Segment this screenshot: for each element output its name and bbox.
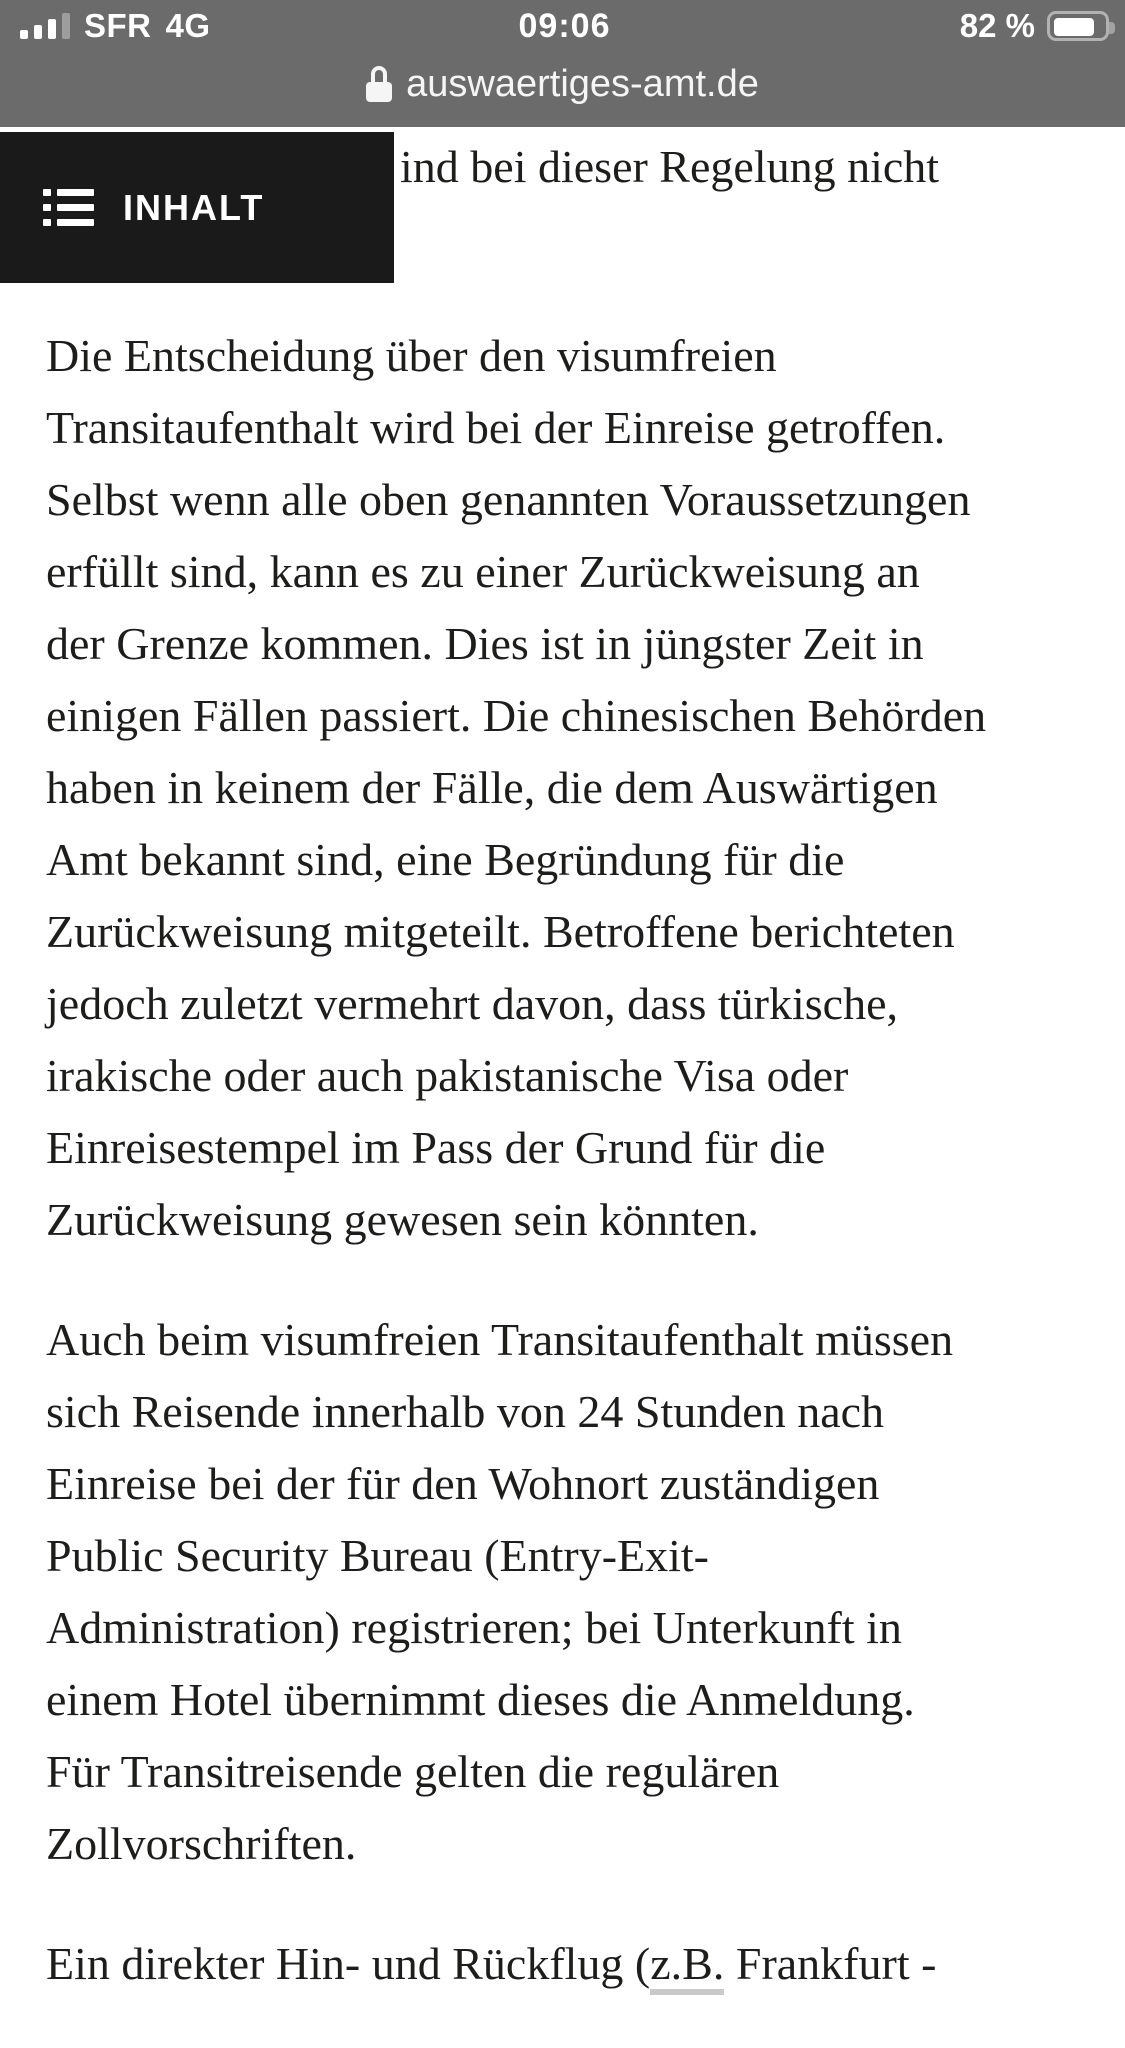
zb-abbreviation-link[interactable]: z.B.	[650, 1938, 724, 1995]
text-line: Frankfurt -	[724, 1938, 937, 1989]
text-line: Zurückweisung mitgeteilt. Betroffene berichteten	[46, 906, 955, 957]
article-body	[46, 320, 1105, 2048]
text-line: der Grenze kommen. Dies ist in jüngster Zeit in	[46, 618, 924, 669]
status-bar-left	[20, 7, 211, 45]
text-line: Auch beim visumfreien Transitaufenthalt müssen	[46, 1314, 954, 1365]
text-line: Einreisestempel im Pass der Grund für die	[46, 1122, 826, 1173]
text-line: Selbst wenn alle oben genannten Voraussetzungen	[46, 474, 971, 525]
inhalt-button-label: INHALT	[123, 186, 265, 228]
text-line: einem Hotel übernimmt dieses die Anmeldung.	[46, 1674, 915, 1725]
paragraph-3	[46, 1928, 1105, 2000]
text-line: Public Security Bureau (Entry-Exit-	[46, 1530, 710, 1581]
text-line: einigen Fällen passiert. Die chinesischen Behörden	[46, 690, 987, 741]
text-line: haben in keinem der Fälle, die dem Auswärtigen	[46, 762, 938, 813]
lock-icon	[366, 66, 392, 102]
text-line: Zurückweisung gewesen sein könnten.	[46, 1194, 759, 1245]
list-icon	[43, 189, 94, 226]
text-line: Für Transitreisende gelten die regulären	[46, 1746, 780, 1797]
paragraph-2	[46, 1304, 1105, 1880]
inhalt-toc-button[interactable]	[0, 132, 394, 283]
network-type-label: 4G	[165, 7, 211, 44]
text-line: Transitaufenthalt wird bei der Einreise getroffen.	[46, 402, 946, 453]
url-bar[interactable]	[0, 56, 1125, 112]
status-bar-top-row	[20, 5, 1109, 47]
paragraph-1	[46, 320, 1105, 1256]
status-bar-right	[960, 7, 1109, 45]
url-domain: auswaertiges-amt.de	[406, 62, 759, 105]
cellular-signal-icon	[20, 13, 70, 39]
battery-icon	[1047, 11, 1109, 41]
text-line: Die Entscheidung über den visumfreien	[46, 330, 777, 381]
occluded-text-line: ind bei dieser Regelung nicht	[400, 141, 940, 192]
text-line: irakische oder auch pakistanische Visa oder	[46, 1050, 849, 1101]
text-line: sich Reisende innerhalb von 24 Stunden nach	[46, 1386, 885, 1437]
battery-percent-label: 82 %	[959, 7, 1035, 44]
battery-fill	[1054, 18, 1094, 36]
text-line: Ein direkter Hin- und Rückflug (	[46, 1938, 651, 1989]
text-line: Amt bekannt sind, eine Begründung für die	[46, 834, 845, 885]
text-line: Zollvorschriften.	[46, 1818, 357, 1869]
text-line: Administration) registrieren; bei Unterkunft in	[46, 1602, 902, 1653]
clock: 09:06	[518, 6, 611, 45]
text-line: jedoch zuletzt vermehrt davon, dass türkische,	[46, 978, 898, 1029]
text-line: Einreise bei der für den Wohnort zuständigen	[46, 1458, 880, 1509]
carrier-label: SFR	[84, 7, 152, 44]
text-line: erfüllt sind, kann es zu einer Zurückweisung an	[46, 546, 920, 597]
battery-nub	[1109, 22, 1115, 34]
status-bar	[0, 0, 1125, 127]
